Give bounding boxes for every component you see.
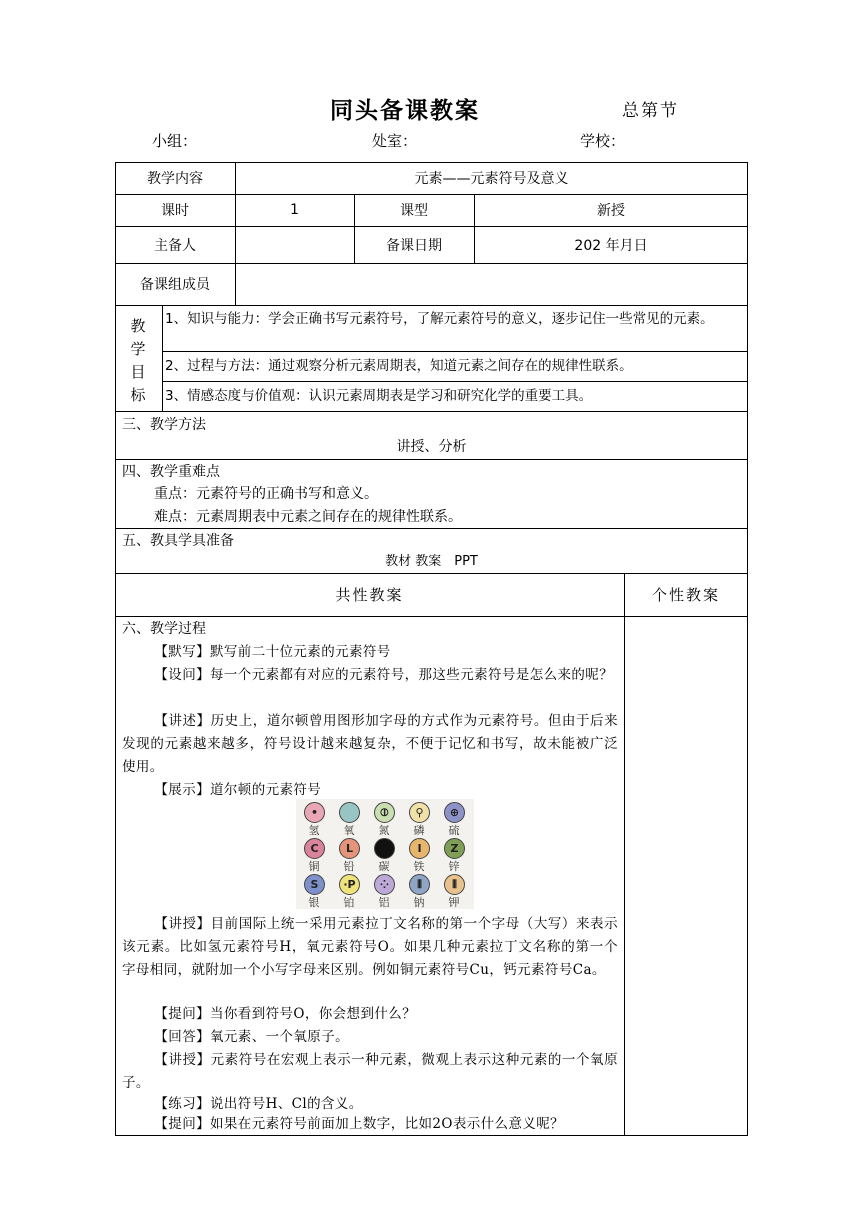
element-symbol-icon: ·P <box>339 874 360 895</box>
row-divider <box>115 616 748 617</box>
row-divider <box>115 411 748 412</box>
element-symbol-icon: ⁘ <box>374 874 395 895</box>
element-symbol-icon: ⦀ <box>444 874 465 895</box>
materials-value: 教材 教案 PPT <box>385 554 478 569</box>
content-label: 教学内容 <box>147 171 203 187</box>
element-symbol-icon: ⦶ <box>374 802 395 823</box>
difficulties-heading: 四、教学重难点 <box>122 464 220 480</box>
type-value: 新授 <box>597 203 625 219</box>
element-name-label: 钾 <box>448 896 460 909</box>
element-name-label: 磷 <box>413 824 425 837</box>
objectives-label <box>118 315 158 407</box>
element-symbol-icon: L <box>339 838 360 859</box>
element-name-label: 锌 <box>448 860 460 873</box>
objectives-label-char: 教 <box>130 317 146 335</box>
materials-heading: 五、教具学具准备 <box>122 533 234 549</box>
element-name-label: 铂 <box>343 896 355 909</box>
element-symbol-icon: ⚲ <box>409 802 430 823</box>
document-title: 同头备课教案 <box>330 98 480 124</box>
objectives-label-char: 目 <box>130 363 146 381</box>
element-symbol-icon: S <box>304 874 325 895</box>
process-heading: 六、教学过程 <box>122 621 206 637</box>
difficult-point: 难点：元素周期表中元素之间存在的规律性联系。 <box>154 509 462 525</box>
dalton-symbols-figure <box>296 799 474 909</box>
column-divider <box>624 573 625 1136</box>
row-divider <box>115 305 748 306</box>
row-divider <box>162 351 748 352</box>
process-paragraph: 【讲授】目前国际上统一采用元素拉丁文名称的第一个字母（大写）来表示该元素。比如氢元素符号H，氧元素符号O。如果几种元素拉丁文名称的第一个字母相同，就附加一个小写字母来区别。例如铜元素符号Cu，钙元素符号Ca。 <box>122 916 618 978</box>
process-paragraph: 【提问】如果在元素符号前面加上数字，比如2O表示什么意义呢？ <box>154 1116 565 1132</box>
element-name-label: 碳 <box>378 860 390 873</box>
process-paragraph: 【设问】每一个元素都有对应的元素符号，那这些元素符号是怎么来的呢？ <box>154 667 614 683</box>
section-number-label: 总第节 <box>622 101 679 121</box>
office-label: 处室： <box>372 132 418 150</box>
column-divider <box>162 305 163 411</box>
element-name-label: 铅 <box>343 860 355 873</box>
process-paragraph: 【提问】当你看到符号O，你会想到什么？ <box>154 1006 417 1022</box>
row-divider <box>115 459 748 460</box>
type-label: 课型 <box>400 203 428 219</box>
row-divider <box>162 381 748 382</box>
group-label: 小组： <box>152 132 198 150</box>
element-symbol-icon <box>374 838 395 859</box>
process-paragraph: 【回答】氧元素、一个氧原子。 <box>154 1029 349 1045</box>
element-name-label: 银 <box>308 896 320 909</box>
date-label: 备课日期 <box>386 237 442 254</box>
members-label: 备课组成员 <box>140 277 210 293</box>
personal-plan-header: 个性教案 <box>651 586 720 604</box>
key-point: 重点：元素符号的正确书写和意义。 <box>154 486 378 502</box>
element-symbol-icon: C <box>304 838 325 859</box>
methods-value: 讲授、分析 <box>396 439 467 455</box>
element-name-label: 氢 <box>308 824 320 837</box>
document-header <box>0 92 860 124</box>
element-name-label: 铝 <box>378 896 390 909</box>
element-symbol-icon: Z <box>444 838 465 859</box>
period-label: 课时 <box>161 203 189 219</box>
preparer-label: 主备人 <box>154 237 196 254</box>
element-symbol-icon: ⦀ <box>409 874 430 895</box>
date-value: 202 年月日 <box>574 237 648 254</box>
element-symbol-icon: I <box>409 838 430 859</box>
common-plan-header: 共性教案 <box>335 586 404 604</box>
content-value: 元素——元素符号及意义 <box>414 171 569 187</box>
process-paragraph: 【展示】道尔顿的元素符号 <box>154 782 322 798</box>
objective-item: 1、知识与能力：学会正确书写元素符号，了解元素符号的意义，逐步记住一些常见的元素。 <box>165 311 714 327</box>
element-name-label: 铜 <box>308 860 320 873</box>
element-name-label: 硫 <box>448 824 460 837</box>
objective-item: 2、过程与方法：通过观察分析元素周期表，知道元素之间存在的规律性联系。 <box>165 358 633 374</box>
period-value: 1 <box>290 202 299 218</box>
preparer-value <box>235 226 354 263</box>
methods-heading: 三、教学方法 <box>122 417 206 433</box>
objectives-label-char: 标 <box>130 386 146 404</box>
process-paragraph: 【默写】默写前二十位元素的元素符号 <box>154 644 391 660</box>
objectives-label-char: 学 <box>130 340 146 358</box>
element-name-label: 氧 <box>343 824 355 837</box>
school-label: 学校： <box>580 132 626 150</box>
element-symbol-icon <box>339 802 360 823</box>
element-symbol-icon: ⊕ <box>444 802 465 823</box>
element-symbol-icon: • <box>304 802 325 823</box>
row-divider <box>115 528 748 529</box>
element-name-label: 钠 <box>413 896 425 909</box>
process-paragraph: 【讲授】元素符号在宏观上表示一种元素，微观上表示这种元素的一个氧原子。 <box>122 1052 618 1091</box>
process-paragraph: 【讲述】历史上，道尔顿曾用图形加字母的方式作为元素符号。但由于后来发现的元素越来越多，符号设计越来越复杂，不便于记忆和书写，故未能被广泛使用。 <box>122 713 618 775</box>
members-value <box>235 263 748 305</box>
process-paragraph: 【练习】说出符号H、Cl的含义。 <box>154 1096 363 1112</box>
element-name-label: 氮 <box>378 824 390 837</box>
objective-item: 3、情感态度与价值观：认识元素周期表是学习和研究化学的重要工具。 <box>165 388 593 404</box>
element-name-label: 铁 <box>413 860 425 873</box>
